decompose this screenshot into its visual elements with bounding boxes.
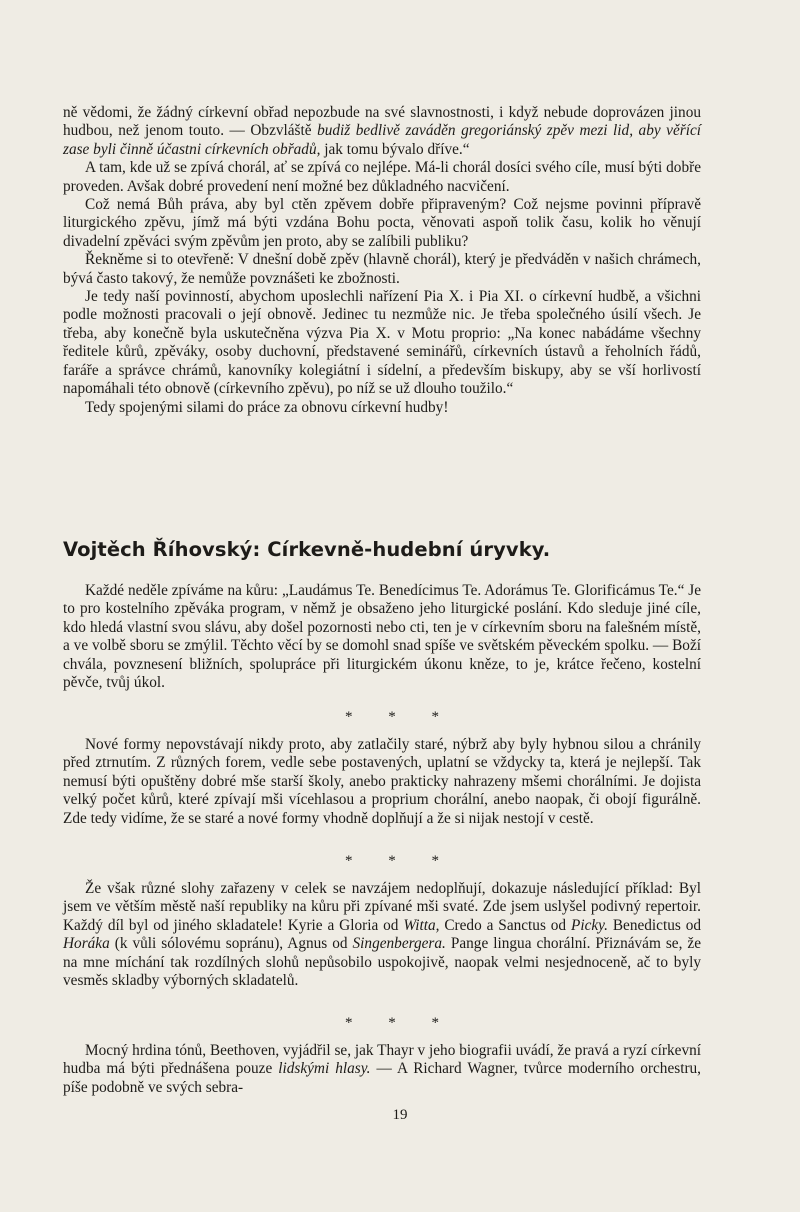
section-p2-block: [63, 736, 701, 828]
text-run: Mocný hrdina tónů, Beethoven, vyjádřil se, jak Thayr v jeho biografii uvádí, že pravá a ryzí církevní hudba má býti přednášena pouze: [63, 1042, 701, 1078]
paragraph: [63, 880, 701, 990]
paragraph-continuation: [63, 104, 701, 159]
paragraph: [63, 1042, 701, 1097]
emphasis-text: lidskými hlasy.: [278, 1060, 371, 1078]
paragraph: Řekněme si to otevřeně: V dnešní době zpěv (hlavně chorál), který je předváděn v našich chrámech, bývá často takový, že nemůže povznášeti ke zbožnosti.: [63, 251, 701, 287]
text-run: (k vůli sólovému sopránu), Agnus od: [109, 935, 353, 953]
composer-name: Singenbergera.: [352, 935, 446, 953]
paragraph: A tam, kde už se zpívá chorál, ať se zpívá co nejlépe. Má-li chorál dosíci svého cíle, musí býti dobře proveden. Avšak dobré provedení není možné bez důkladného nacvičení.: [63, 159, 701, 195]
separator-stars: * * *: [345, 853, 455, 869]
section-p3-block: [63, 880, 701, 990]
text-run: Credo a Sanctus od: [439, 916, 571, 934]
separator-stars: * * *: [345, 709, 455, 725]
composer-name: Horáka: [63, 935, 110, 953]
paragraph: Nové formy nepovstávají nikdy proto, aby zatlačily staré, nýbrž aby byly hybnou silou a chránily před ztrnutím. Z různých forem, vedle sebe postavených, uplatní se vždycky ta, která je nejlepší. Tak nemusí býti opuštěny dobré mše starší školy, anebo prakticky nahrazeny mšemi chorálními. Je dojista velký počet kůrů, které zpívají mši vícehlasou a proprium chorální, anebo naopak, či obojí figurálně. Zde tedy vidíme, že se staré a nové formy vhodně doplňují a že si nijak nestojí v cestě.: [63, 736, 701, 827]
composer-name: Witta,: [403, 916, 440, 934]
text-run: Pange lingua chorální. Přiznávám se, že na mne míchání tak rozdílných slohů nepůsobilo uspokojivě, naopak velmi nesjednoceně, ač to byly vesměs skladby výborných skladatelů.: [63, 935, 701, 990]
emphasis-text: budiž bedlivě zaváděn gregoriánský zpěv mezi lid, aby věřící zase byli činně účastni církevních obřadů,: [63, 122, 701, 158]
separator-stars: * * *: [345, 1015, 455, 1031]
text-run: — A Richard Wagner, tvůrce moderního orchestru, píše podobně ve svých sebra-: [63, 1060, 702, 1096]
text-run: jak tomu bývalo dříve.“: [320, 140, 470, 158]
text-run: Že však různé slohy zařazeny v celek se navzájem nedoplňují, dokazuje následující příklad: Byl jsem ve větším městě naší republiky na kůru při zpívané mši svaté. Zde jsem uslyšel podivný repertoir. Každý díl byl od jiného skladatele! Kyrie a Gloria od: [63, 880, 701, 934]
paragraph: Což nemá Bůh práva, aby byl ctěn zpěvem dobře připraveným? Což nejsme povinni přípravě liturgického zpěvu, jímž má býti vzdána Bohu pocta, věnovati aspoň tolik času, kolik ho věnují divadelní zpěváci svým zpěvům jen proto, aby se zalíbili publiku?: [63, 196, 701, 250]
text-run: ně vědomi, že žádný církevní obřad nepozbude na své slavnostnosti, i když nebude doprovázen jinou hudbou, než jenom touto. — Obzvláště: [63, 104, 701, 140]
top-text-block: [63, 104, 701, 417]
paragraph: Každé neděle zpíváme na kůru: „Laudámus Te. Benedícimus Te. Adorámus Te. Glorificámus Te.“ Je to pro kostelního zpěváka program, v němž je obsaženo jeho liturgické poslání. Kdo sleduje jiné cíle, kdo hledá vlastní svou slávu, aby došel pozornosti nebo cti, ten je v církevním sboru na falešném místě, a ve volbě sboru se zmýlil. Těchto věcí by se domohl snad spíše ve světském pěveckém spolku. — Boží chvála, povznesení bližních, spolupráce při liturgickém úkonu kněze, to je, krátce řečeno, kostelní pěvče, tvůj úkol.: [63, 582, 701, 692]
page-number: 19: [392, 1107, 408, 1123]
composer-name: Picky.: [570, 916, 608, 934]
paragraph: Tedy spojenými silami do práce za obnovu církevní hudby!: [85, 398, 449, 416]
section-p4-block: [63, 1042, 701, 1097]
section-heading: Vojtěch Říhovský: Církevně-hudební úryvky.: [63, 538, 551, 561]
text-run: Benedictus od: [607, 916, 701, 934]
paragraph: Je tedy naší povinností, abychom uposlechli nařízení Pia X. i Pia XI. o církevní hudbě, a všichni podle možnosti pracovali o její obnově. Jedinec tu nezmůže nic. Je třeba společného úsilí všech. Je třeba, aby konečně byla uskutečněna výzva Pia X. v Motu propriо: „Na konec nabádáme všechny ředitele kůrů, zpěváky, osoby duchovní, představené seminářů, církevních ústavů a řeholních řádů, faráře a správce chrámů, kanovníky kolegiátní i sídelní, a především biskupy, aby se vší horlivostí napomáhali této obnově (církevního zpěvu), po níž se už dlouho toužilo.“: [63, 288, 701, 398]
section-p1-block: [63, 582, 701, 692]
